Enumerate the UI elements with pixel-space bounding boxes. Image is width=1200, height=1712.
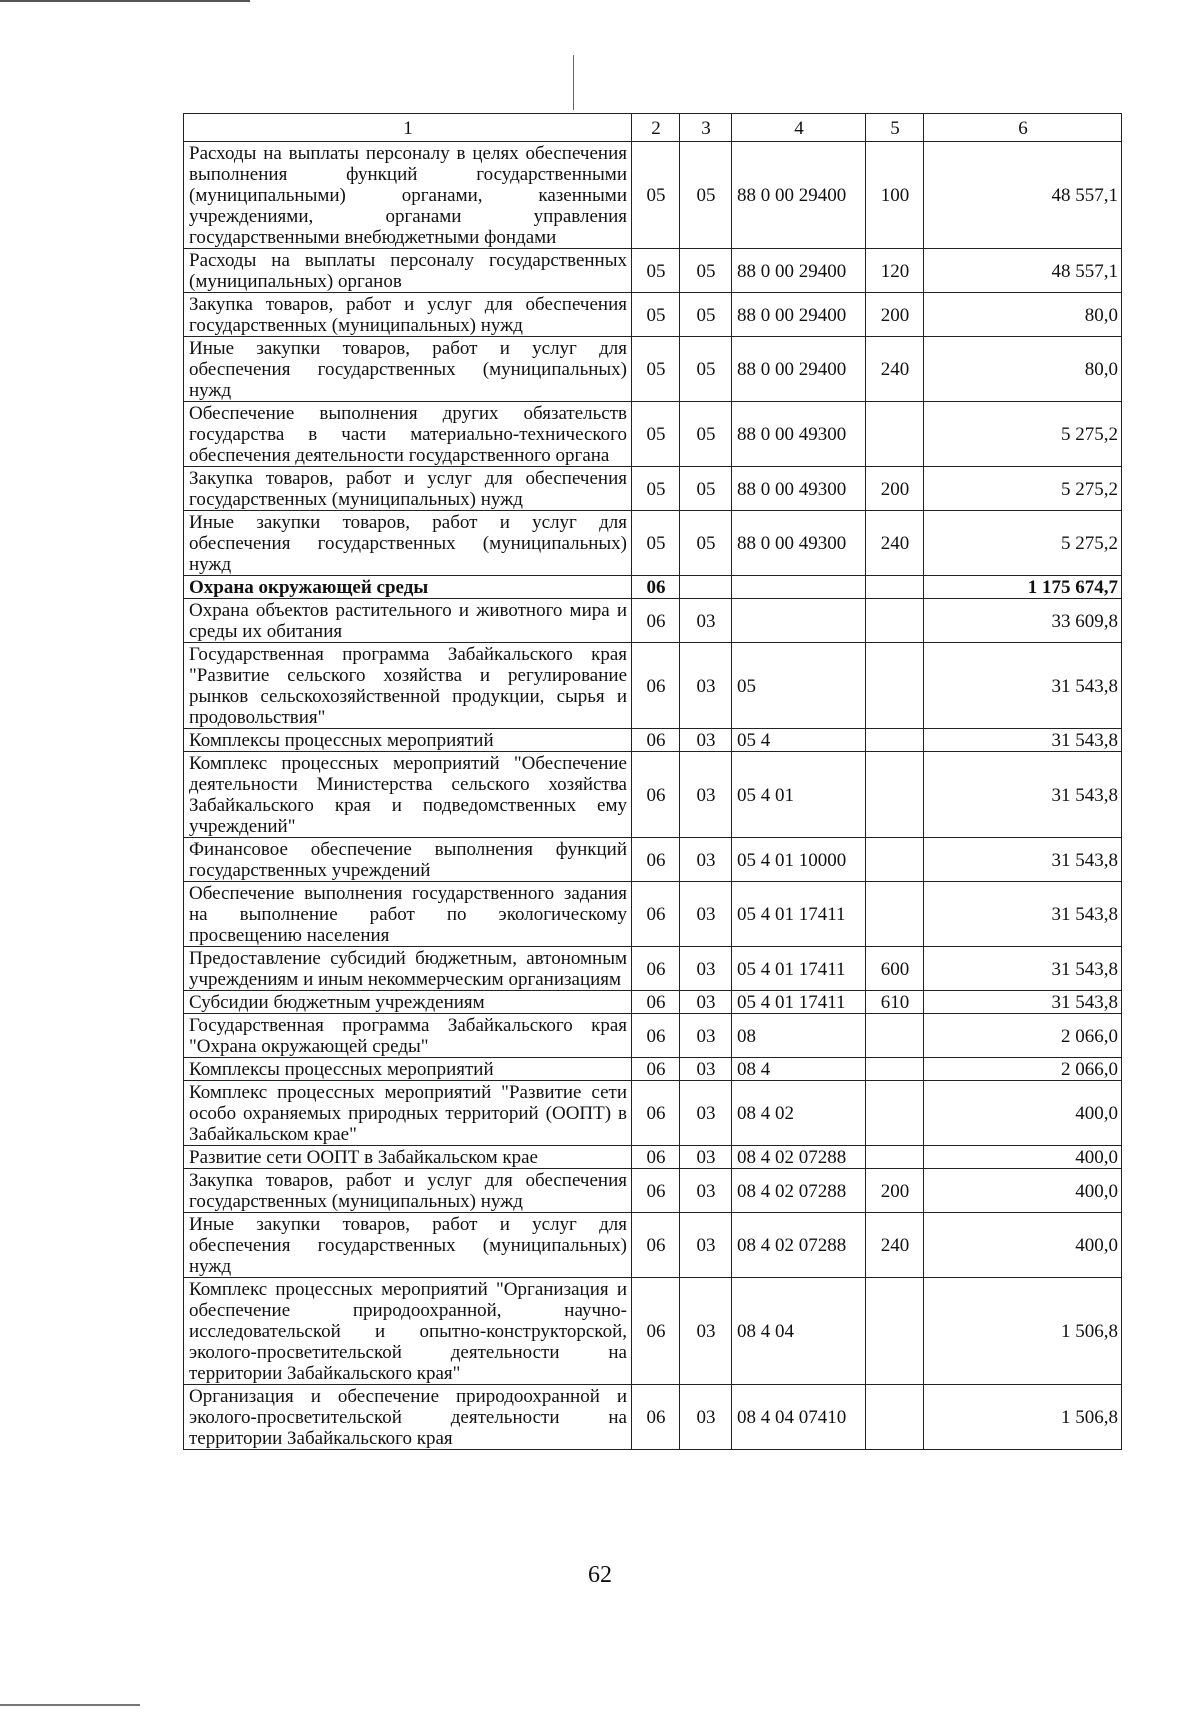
section-code-cell: 06 — [632, 1385, 680, 1450]
table-row — [184, 576, 1122, 599]
amount-cell: 400,0 — [924, 1081, 1122, 1146]
table-row — [184, 337, 1122, 402]
target-article-cell: 88 0 00 49300 — [732, 402, 866, 467]
target-article-cell: 05 4 01 17411 — [732, 991, 866, 1014]
expense-name-cell: Охрана окружающей среды — [184, 576, 632, 599]
table-row — [184, 1081, 1122, 1146]
subsection-code-cell: 03 — [680, 1278, 732, 1385]
section-code-cell: 05 — [632, 467, 680, 511]
expense-type-cell — [866, 576, 924, 599]
expense-type-cell: 240 — [866, 511, 924, 576]
section-code-cell: 06 — [632, 882, 680, 947]
target-article-cell: 88 0 00 29400 — [732, 249, 866, 293]
expense-name-cell: Закупка товаров, работ и услуг для обеспечения государственных (муниципальных) нужд — [184, 293, 632, 337]
target-article-cell: 05 4 — [732, 729, 866, 752]
subsection-code-cell: 05 — [680, 402, 732, 467]
target-article-cell: 08 4 02 07288 — [732, 1169, 866, 1213]
expense-type-cell: 100 — [866, 142, 924, 249]
subsection-code-cell: 05 — [680, 511, 732, 576]
expense-type-cell — [866, 838, 924, 882]
expense-name-cell: Предоставление субсидий бюджетным, автономным учреждениям и иным некоммерческим организациям — [184, 947, 632, 991]
section-code-cell: 06 — [632, 576, 680, 599]
expense-name-cell: Комплекс процессных мероприятий "Организация и обеспечение природоохранной, научно-исследовательской и опытно-конструкторской, эколого-просветительской деятельности на территории Забайкальского края" — [184, 1278, 632, 1385]
expense-type-cell — [866, 1081, 924, 1146]
subsection-code-cell: 03 — [680, 599, 732, 643]
expense-type-cell — [866, 402, 924, 467]
table-row — [184, 991, 1122, 1014]
subsection-code-cell: 05 — [680, 293, 732, 337]
expense-type-cell — [866, 599, 924, 643]
section-code-cell: 06 — [632, 643, 680, 729]
expense-type-cell — [866, 1014, 924, 1058]
amount-cell: 5 275,2 — [924, 467, 1122, 511]
expense-name-cell: Закупка товаров, работ и услуг для обеспечения государственных (муниципальных) нужд — [184, 1169, 632, 1213]
table-row — [184, 752, 1122, 838]
table-row — [184, 1169, 1122, 1213]
scan-fold-line — [573, 55, 574, 110]
subsection-code-cell: 03 — [680, 838, 732, 882]
scan-edge-mark-top — [0, 0, 250, 2]
header-col-5: 5 — [866, 114, 924, 142]
target-article-cell: 05 4 01 10000 — [732, 838, 866, 882]
expense-name-cell: Комплексы процессных мероприятий — [184, 1058, 632, 1081]
target-article-cell — [732, 576, 866, 599]
expense-name-cell: Иные закупки товаров, работ и услуг для обеспечения государственных (муниципальных) нужд — [184, 1213, 632, 1278]
expense-name-cell: Расходы на выплаты персоналу государственных (муниципальных) органов — [184, 249, 632, 293]
header-col-2: 2 — [632, 114, 680, 142]
subsection-code-cell: 05 — [680, 142, 732, 249]
amount-cell: 31 543,8 — [924, 991, 1122, 1014]
section-code-cell: 06 — [632, 599, 680, 643]
section-code-cell: 06 — [632, 947, 680, 991]
target-article-cell: 05 4 01 — [732, 752, 866, 838]
expense-name-cell: Организация и обеспечение природоохранной и эколого-просветительской деятельности на территории Забайкальского края — [184, 1385, 632, 1450]
page-number: 62 — [588, 1562, 612, 1588]
expense-name-cell: Закупка товаров, работ и услуг для обеспечения государственных (муниципальных) нужд — [184, 467, 632, 511]
target-article-cell: 88 0 00 29400 — [732, 293, 866, 337]
table-header-row — [184, 114, 1122, 142]
subsection-code-cell: 05 — [680, 249, 732, 293]
expense-type-cell: 200 — [866, 293, 924, 337]
expense-type-cell: 600 — [866, 947, 924, 991]
section-code-cell: 05 — [632, 249, 680, 293]
target-article-cell: 05 — [732, 643, 866, 729]
expense-type-cell — [866, 1058, 924, 1081]
expense-name-cell: Охрана объектов растительного и животного мира и среды их обитания — [184, 599, 632, 643]
amount-cell: 80,0 — [924, 337, 1122, 402]
table-row — [184, 1146, 1122, 1169]
amount-cell: 400,0 — [924, 1146, 1122, 1169]
expense-name-cell: Обеспечение выполнения других обязательств государства в части материально-технического обеспечения деятельности государственного органа — [184, 402, 632, 467]
expense-type-cell — [866, 882, 924, 947]
section-code-cell: 05 — [632, 511, 680, 576]
section-code-cell: 06 — [632, 752, 680, 838]
target-article-cell: 08 4 04 — [732, 1278, 866, 1385]
section-code-cell: 06 — [632, 1169, 680, 1213]
amount-cell: 31 543,8 — [924, 752, 1122, 838]
section-code-cell: 05 — [632, 337, 680, 402]
table-row — [184, 947, 1122, 991]
expense-name-cell: Государственная программа Забайкальского края "Охрана окружающей среды" — [184, 1014, 632, 1058]
section-code-cell: 06 — [632, 991, 680, 1014]
target-article-cell: 08 — [732, 1014, 866, 1058]
amount-cell: 2 066,0 — [924, 1058, 1122, 1081]
table-row — [184, 142, 1122, 249]
expense-name-cell: Иные закупки товаров, работ и услуг для обеспечения государственных (муниципальных) нужд — [184, 511, 632, 576]
subsection-code-cell — [680, 576, 732, 599]
subsection-code-cell: 03 — [680, 1213, 732, 1278]
table-row — [184, 643, 1122, 729]
expense-type-cell: 120 — [866, 249, 924, 293]
section-code-cell: 06 — [632, 1146, 680, 1169]
subsection-code-cell: 03 — [680, 1385, 732, 1450]
expense-name-cell: Комплекс процессных мероприятий "Обеспечение деятельности Министерства сельского хозяйства Забайкальского края и подведомственных ему учреждений" — [184, 752, 632, 838]
table-row — [184, 1278, 1122, 1385]
target-article-cell: 88 0 00 49300 — [732, 511, 866, 576]
expense-name-cell: Иные закупки товаров, работ и услуг для обеспечения государственных (муниципальных) нужд — [184, 337, 632, 402]
table-row — [184, 293, 1122, 337]
subsection-code-cell: 03 — [680, 1058, 732, 1081]
amount-cell: 1 506,8 — [924, 1278, 1122, 1385]
amount-cell: 48 557,1 — [924, 142, 1122, 249]
scan-edge-mark-bottom — [0, 1704, 140, 1706]
section-code-cell: 05 — [632, 402, 680, 467]
expense-type-cell — [866, 1278, 924, 1385]
table-row — [184, 467, 1122, 511]
amount-cell: 5 275,2 — [924, 511, 1122, 576]
target-article-cell: 08 4 02 — [732, 1081, 866, 1146]
amount-cell: 1 506,8 — [924, 1385, 1122, 1450]
target-article-cell: 88 0 00 29400 — [732, 142, 866, 249]
expense-type-cell — [866, 1146, 924, 1169]
target-article-cell: 08 4 02 07288 — [732, 1146, 866, 1169]
subsection-code-cell: 03 — [680, 1014, 732, 1058]
table-row — [184, 1385, 1122, 1450]
amount-cell: 1 175 674,7 — [924, 576, 1122, 599]
expense-name-cell: Комплекс процессных мероприятий "Развитие сети особо охраняемых природных территорий (ООПТ) в Забайкальском крае" — [184, 1081, 632, 1146]
subsection-code-cell: 03 — [680, 729, 732, 752]
section-code-cell: 06 — [632, 729, 680, 752]
section-code-cell: 06 — [632, 838, 680, 882]
subsection-code-cell: 03 — [680, 643, 732, 729]
expense-name-cell: Развитие сети ООПТ в Забайкальском крае — [184, 1146, 632, 1169]
amount-cell: 31 543,8 — [924, 729, 1122, 752]
header-col-4: 4 — [732, 114, 866, 142]
subsection-code-cell: 03 — [680, 882, 732, 947]
amount-cell: 400,0 — [924, 1169, 1122, 1213]
expense-name-cell: Государственная программа Забайкальского края "Развитие сельского хозяйства и регулирование рынков сельскохозяйственной продукции, сырья и продовольствия" — [184, 643, 632, 729]
table-row — [184, 729, 1122, 752]
amount-cell: 2 066,0 — [924, 1014, 1122, 1058]
target-article-cell — [732, 599, 866, 643]
table-row — [184, 882, 1122, 947]
table-row — [184, 402, 1122, 467]
section-code-cell: 06 — [632, 1058, 680, 1081]
expense-type-cell: 610 — [866, 991, 924, 1014]
table-body — [184, 114, 1122, 1450]
target-article-cell: 08 4 04 07410 — [732, 1385, 866, 1450]
subsection-code-cell: 03 — [680, 947, 732, 991]
table-row — [184, 838, 1122, 882]
expense-type-cell — [866, 729, 924, 752]
expense-name-cell: Комплексы процессных мероприятий — [184, 729, 632, 752]
expense-type-cell: 240 — [866, 337, 924, 402]
table-row — [184, 511, 1122, 576]
target-article-cell: 05 4 01 17411 — [732, 882, 866, 947]
expense-type-cell: 200 — [866, 467, 924, 511]
budget-table — [183, 113, 1122, 1450]
section-code-cell: 05 — [632, 142, 680, 249]
table-row — [184, 1014, 1122, 1058]
amount-cell: 400,0 — [924, 1213, 1122, 1278]
table-row — [184, 1058, 1122, 1081]
expense-type-cell: 200 — [866, 1169, 924, 1213]
expense-name-cell: Финансовое обеспечение выполнения функций государственных учреждений — [184, 838, 632, 882]
amount-cell: 80,0 — [924, 293, 1122, 337]
expense-type-cell — [866, 1385, 924, 1450]
expense-type-cell — [866, 643, 924, 729]
header-col-3: 3 — [680, 114, 732, 142]
table-row — [184, 249, 1122, 293]
amount-cell: 31 543,8 — [924, 643, 1122, 729]
target-article-cell: 08 4 02 07288 — [732, 1213, 866, 1278]
expense-name-cell: Расходы на выплаты персоналу в целях обеспечения выполнения функций государственными (муниципальными) органами, казенными учреждениями, органами управления государственными внебюджетными фондами — [184, 142, 632, 249]
table-row — [184, 1213, 1122, 1278]
section-code-cell: 06 — [632, 1213, 680, 1278]
target-article-cell: 88 0 00 29400 — [732, 337, 866, 402]
expense-type-cell — [866, 752, 924, 838]
amount-cell: 33 609,8 — [924, 599, 1122, 643]
table-row — [184, 599, 1122, 643]
subsection-code-cell: 03 — [680, 991, 732, 1014]
target-article-cell: 05 4 01 17411 — [732, 947, 866, 991]
header-col-1: 1 — [184, 114, 632, 142]
subsection-code-cell: 03 — [680, 1081, 732, 1146]
expense-name-cell: Обеспечение выполнения государственного задания на выполнение работ по экологическому просвещению населения — [184, 882, 632, 947]
subsection-code-cell: 03 — [680, 1146, 732, 1169]
section-code-cell: 06 — [632, 1081, 680, 1146]
expense-name-cell: Субсидии бюджетным учреждениям — [184, 991, 632, 1014]
target-article-cell: 88 0 00 49300 — [732, 467, 866, 511]
expense-type-cell: 240 — [866, 1213, 924, 1278]
header-col-6: 6 — [924, 114, 1122, 142]
section-code-cell: 06 — [632, 1014, 680, 1058]
section-code-cell: 05 — [632, 293, 680, 337]
subsection-code-cell: 03 — [680, 752, 732, 838]
subsection-code-cell: 05 — [680, 467, 732, 511]
amount-cell: 31 543,8 — [924, 838, 1122, 882]
subsection-code-cell: 03 — [680, 1169, 732, 1213]
amount-cell: 31 543,8 — [924, 882, 1122, 947]
amount-cell: 48 557,1 — [924, 249, 1122, 293]
section-code-cell: 06 — [632, 1278, 680, 1385]
amount-cell: 5 275,2 — [924, 402, 1122, 467]
amount-cell: 31 543,8 — [924, 947, 1122, 991]
target-article-cell: 08 4 — [732, 1058, 866, 1081]
subsection-code-cell: 05 — [680, 337, 732, 402]
